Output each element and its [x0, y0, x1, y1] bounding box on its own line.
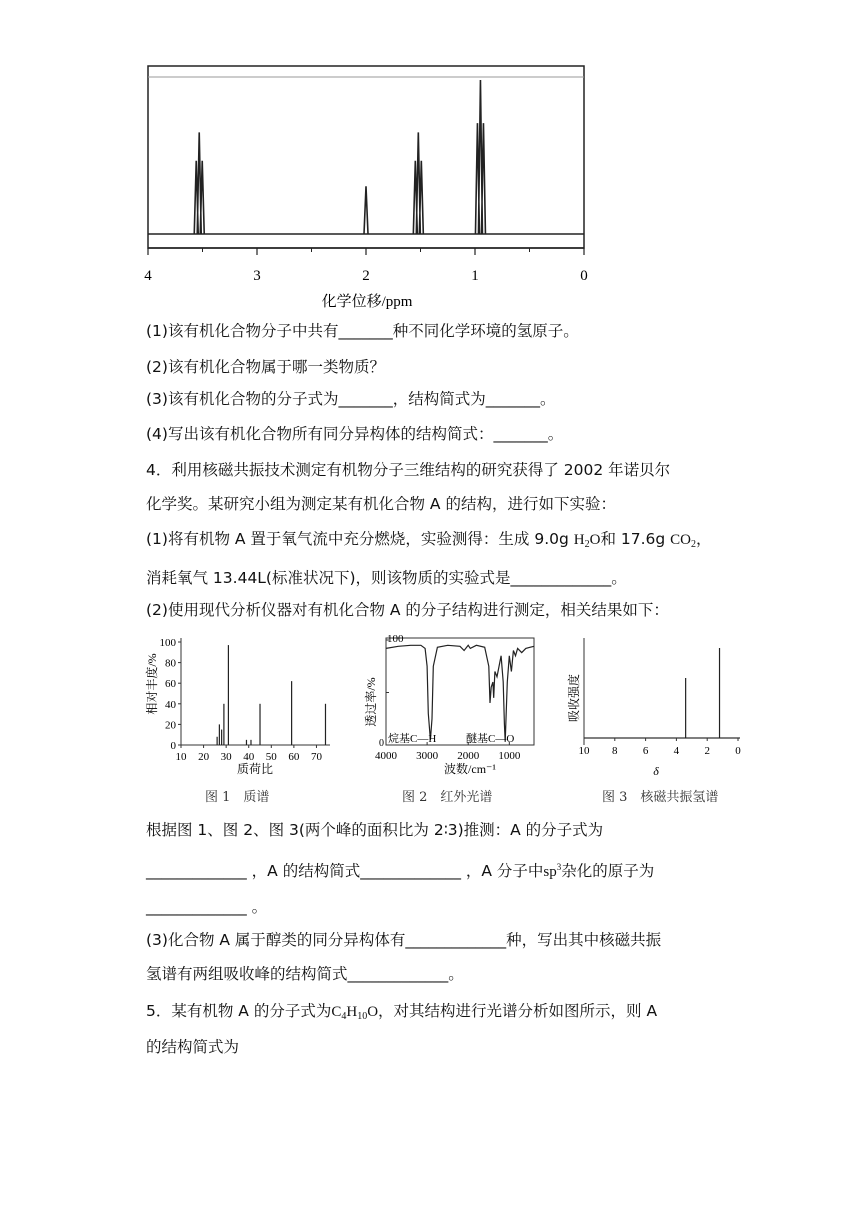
nmr-x-tick-label: 0 — [580, 268, 588, 284]
fig1-x-tick-label: 20 — [198, 751, 210, 763]
h2o-formula: $H_2O$ — [573, 532, 601, 550]
q3-question-2: (2)该有机化合物属于哪一类物质？ — [146, 358, 385, 376]
fig1-x-tick-label: 30 — [220, 751, 232, 763]
fig1-y-tick-label: 40 — [165, 698, 176, 711]
sp3-label: $sp^3$ — [543, 862, 562, 880]
nmr-peak — [413, 132, 423, 234]
fig3-x-label: δ — [653, 764, 659, 778]
fig1-x-label: 质荷比 — [236, 762, 274, 776]
fig3-caption: 图 3 核磁共振氢谱 — [602, 790, 719, 805]
q4-part3-line-1: (3)化合物 A 属于醇类的同分异构体有_____________种，写出其中核磁共振 — [146, 931, 662, 949]
q4-answer-line-1: 根据图 1、图 2、图 3(两个峰的面积比为 2∶3)推测：A 的分子式为 — [146, 821, 604, 839]
fig2-x-tick-label: 3000 — [416, 750, 439, 762]
q5-line-2: 的结构简式为 — [146, 1038, 240, 1056]
fig1-x-tick-label: 50 — [265, 751, 277, 763]
co2-formula: $CO_2$ — [670, 532, 697, 550]
q4-part1-line-2: 消耗氧气 13.44L(标准状况下)，则该物质的实验式是_____________。 — [146, 569, 627, 587]
q4-answer-line-2-text: _____________ ，A 的结构简式_____________ ，A 分子中 — [146, 862, 544, 880]
fig1-y-tick-label: 80 — [165, 657, 176, 670]
nmr-x-tick-label: 2 — [362, 268, 370, 284]
q4-intro-line-1: 4．利用核磁共振技术测定有机物分子三维结构的研究获得了 2002 年诺贝尔 — [146, 461, 671, 479]
fig1-y-tick-label: 0 — [170, 740, 176, 752]
nmr-spectrum-chart — [118, 58, 618, 318]
fig1-x-tick-label: 60 — [288, 751, 300, 763]
q4-part1-line-1 — [146, 528, 712, 556]
q5-line-1 — [146, 1000, 657, 1028]
ir-spectrum-chart — [360, 630, 540, 780]
q3-question-3: (3)该有机化合物的分子式为_______，结构简式为_______。 — [146, 390, 556, 408]
fig1-x-tick-label: 40 — [243, 751, 255, 763]
c4h10o-formula: $C_4H_{10}O$ — [331, 1004, 379, 1022]
q4-answer-line-2-end: 杂化的原子为 — [561, 862, 655, 880]
q5-text-a: 5．某有机物 A 的分子式为 — [146, 1002, 332, 1020]
fig3-x-tick-label: 4 — [673, 745, 680, 757]
q4-intro-line-2: 化学奖。某研究小组为测定某有机化合物 A 的结构，进行如下实验： — [146, 495, 616, 513]
nmr-frame — [148, 66, 584, 248]
fig2-y-label: 透过率/% — [364, 677, 378, 727]
nmr-x-label: 化学位移/ppm — [321, 294, 413, 310]
fig1-caption: 图 1 质谱 — [205, 790, 270, 805]
fig2-frame — [386, 638, 534, 745]
fig1-x-tick-label: 70 — [310, 751, 322, 763]
fig1-x-tick-label: 10 — [175, 751, 187, 763]
nmr-x-tick-label: 1 — [471, 268, 479, 284]
fig2-caption: 图 2 红外光谱 — [402, 790, 493, 805]
q3-question-1: (1)该有机化合物分子中共有_______种不同化学环境的氢原子。 — [146, 322, 579, 340]
q4-part1-text-a: (1)将有机物 A 置于氧气流中充分燃烧，实验测得：生成 9.0g — [146, 530, 574, 548]
fig2-y-tick-label: 100 — [387, 633, 404, 645]
nmr-peak — [475, 80, 485, 234]
fig1-y-tick-label: 60 — [165, 678, 176, 691]
fig3-x-tick-label: 2 — [704, 745, 710, 757]
h-nmr-chart — [562, 630, 747, 780]
mass-spectrum-chart — [140, 630, 340, 780]
fig2-annotation-co: 醚基C—O — [466, 733, 515, 745]
fig3-x-tick-label: 0 — [735, 745, 741, 757]
q5-text-b: ，对其结构进行光谱分析如图所示，则 A — [378, 1002, 658, 1020]
nmr-x-tick-label: 3 — [253, 268, 261, 284]
fig1-y-tick-label: 100 — [159, 637, 176, 649]
q4-part2-line: (2)使用现代分析仪器对有机化合物 A 的分子结构进行测定，相关结果如下： — [146, 601, 669, 619]
fig3-y-label: 吸收强度 — [567, 673, 581, 723]
fig3-x-tick-label: 8 — [612, 745, 618, 757]
q4-answer-line-3: _____________ 。 — [146, 898, 268, 916]
fig2-y-tick-label: 0 — [379, 738, 384, 749]
nmr-x-tick-label: 4 — [144, 268, 152, 284]
fig1-y-label: 相对丰度/% — [145, 653, 159, 715]
q4-part1-text-b: 和 17.6g — [600, 530, 671, 548]
fig1-y-tick-label: 20 — [165, 719, 176, 732]
q4-part3-line-2: 氢谱有两组吸收峰的结构简式_____________。 — [146, 965, 464, 983]
fig3-x-tick-label: 6 — [642, 745, 649, 757]
fig2-x-tick-label: 2000 — [457, 750, 480, 762]
nmr-peak — [194, 132, 204, 234]
fig2-x-tick-label: 1000 — [498, 750, 521, 762]
fig2-x-label: 波数/cm⁻¹ — [444, 762, 496, 776]
fig3-x-tick-label: 10 — [578, 745, 590, 757]
nmr-peak — [364, 186, 368, 234]
fig2-x-tick-label: 4000 — [375, 750, 397, 762]
q4-part1-text-c: ， — [696, 530, 712, 548]
q4-answer-line-2 — [146, 856, 654, 883]
fig2-ir-curve — [386, 645, 534, 742]
fig2-annotation-ch: 烷基C—H — [388, 733, 437, 745]
q3-question-4: (4)写出该有机化合物所有同分异构体的结构简式：_______。 — [146, 425, 564, 443]
